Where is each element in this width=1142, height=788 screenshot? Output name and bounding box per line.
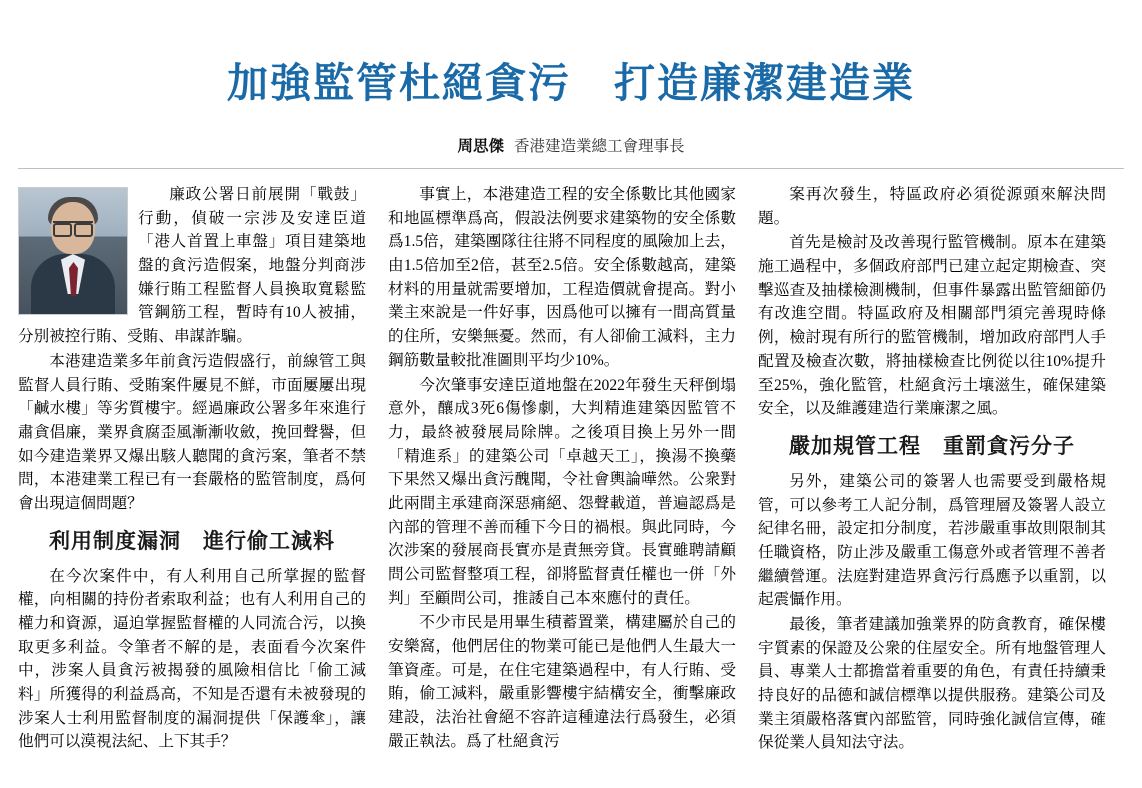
paragraph: 不少市民是用畢生積蓄置業，構建屬於自己的安樂窩，他們居住的物業可能已是他們人生最大一筆資產。可是，在住宅建築過程中，有人行賄、受賄，偷工減料，嚴重影響樓宇結構安全，衝擊廉政建設，法治社會絕不容許這種違法行爲發生，必須嚴正執法。爲了杜絕貪污: [388, 614, 736, 750]
section-subhead: 利用制度漏洞 進行偷工減料: [49, 529, 335, 553]
column-1: [18, 183, 366, 755]
paragraph: 今次肇事安達臣道地盤在2022年發生天秤倒塌意外，釀成3死6傷慘劇，大判精進建築因監管不力，最終被發展局除牌。之後項目換上另外一間「精進系」的建築公司「卓越天工」，換湯不換藥下果然又爆出貪污醜聞，令社會輿論嘩然。公衆對此兩間主承建商深惡痛絕、怨聲載道，普遍認爲是內部的管理不善而種下今日的禍根。與此同時，今次涉案的發展商長實亦是責無旁貸。長實雖聘請顧問公司監督整項工程，卻將監督責任權也一併「外判」至顧問公司，推諉自己本來應付的責任。: [388, 376, 736, 607]
paragraph: 本港建造業多年前貪污造假盛行，前線管工與監督人員行賄、受賄案件屢見不鮮，市面屢屢出現「鹹水樓」等劣質樓宇。經過廉政公署多年來進行肅貪倡廉，業界貪腐歪風漸漸收斂，挽回聲譽，但如今建造業界又爆出駭人聽聞的貪污案，筆者不禁問，本港建業工程已有一套嚴格的監管制度，爲何會出現這個問題？: [18, 352, 366, 512]
section-subhead: 嚴加規管工程 重罰貪污分子: [789, 434, 1075, 458]
column-2: [388, 183, 736, 755]
column-3: [758, 183, 1106, 756]
author-name: 周思傑: [457, 138, 504, 156]
paragraph: 在今次案件中，有人利用自己所掌握的監督權，向相關的持份者索取利益；也有人利用自己的權力和資源，逼迫掌握監督權的人同流合污，以換取更多利益。令筆者不解的是，表面看今次案件中，涉案人員貪污被揭發的風險相信比「偷工減料」所獲得的利益爲高，不知是否還有未被發現的涉案人士利用監督制度的漏洞提供「保護傘」，讓他們可以漠視法紀、上下其手？: [18, 567, 366, 751]
paragraph: 首先是檢討及改善現行監管機制。原本在建築施工過程中，多個政府部門已建立起定期檢查、突擊巡查及抽樣檢測機制，但事件暴露出監管細節仍有改進空間。特區政府及相關部門須完善現時條例，檢討現有所行的監管機制，增加政府部門人手配置及檢查次數，將抽樣檢查比例從以往10%提升至25%，強化監管，杜絕貪污土壤滋生，確保建築安全，以及維護建造行業廉潔之風。: [758, 234, 1106, 418]
author-role: 香港建造業總工會理事長: [514, 138, 685, 156]
author-portrait: [18, 187, 128, 315]
paragraph: 廉政公署日前展開「戰鼓」行動，偵破一宗涉及安達臣道「港人首置上車盤」項目建築地盤的貪污造假案，地盤分判商涉嫌行賄工程監督人員換取寬鬆監管鋼筋工程，暫時有10人被捕，分別被控行賄、受賄、串謀詐騙。: [18, 186, 366, 346]
article-page: [0, 27, 1142, 788]
paragraph: 另外，建築公司的簽署人也需要受到嚴格規管，可以參考工人記分制，爲管理層及簽署人設立紀律名冊，設定扣分制度，若涉嚴重事故則限制其任職資格，防止涉及嚴重工傷意外或者管理不善者繼續營運。法庭對建造界貪污行爲應予以重罰，以起震懾作用。: [758, 472, 1106, 609]
page-title: 加強監管杜絕貪污 打造廉潔建造業: [227, 60, 915, 107]
paragraph: 事實上，本港建造工程的安全係數比其他國家和地區標準爲高，假設法例要求建築物的安全係數爲1.5倍，建築團隊往往將不同程度的風險加上去，由1.5倍加至2倍，甚至2.5倍。安全係數越高，建築材料的用量就需要增加，工程造價就會提高。對小業主來說是一件好事，因爲他可以擁有一間高質量的住所，安樂無憂。然而，有人卻偷工減料，主力鋼筋數量較批准圖則平均少10%。: [388, 186, 736, 369]
paragraph: 案再次發生，特區政府必須從源頭來解決問題。: [758, 186, 1106, 227]
byline: [18, 134, 1124, 156]
header-divider: [18, 168, 1124, 169]
portrait-glasses: [53, 221, 93, 234]
paragraph: 最後，筆者建議加強業界的防貪教育，確保樓宇質素的保證及公衆的住屋安全。所有地盤管理人員、專業人士都擔當着重要的角色，有責任持續秉持良好的品德和誠信標準以提供服務。建築公司及業主須嚴格落實內部監管，同時強化誠信宣傳，確保從業人員知法守法。: [758, 615, 1106, 752]
article-columns: [18, 183, 1124, 756]
